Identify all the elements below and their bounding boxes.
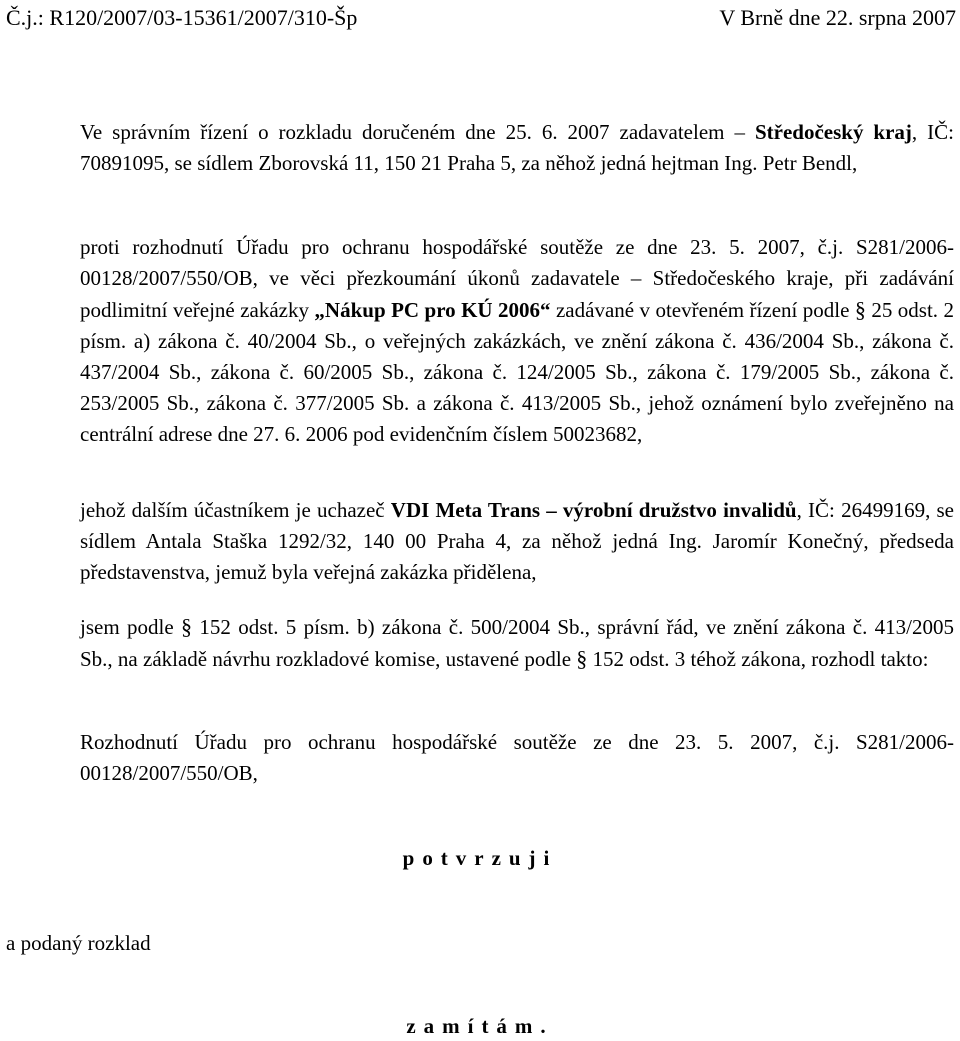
text: 152 odst. 5 písm. b) zákona č. 500/2004 Sb., správní řád, ve znění zákona č. 413/2005 Sb., na základě návrhu rozkladové komise, ustavené podle xyxy=(80,615,954,671)
text: jehož dalším účastníkem je uchazeč xyxy=(80,498,391,522)
paragraph-decision-subject xyxy=(6,232,954,450)
participant-name: VDI Meta Trans – výrobní družstvo invalidů xyxy=(390,498,797,522)
text: , IČ: 70891095, se sídlem Zborovská 11, 150 21 Praha 5, za něhož jedná hejtman Ing. Petr Bendl, xyxy=(80,120,954,175)
text: Rozhodnutí Úřadu pro ochranu hospodářské soutěže ze dne 23. 5. 2007, č.j. S281/2006-00128/2007/550/OB, xyxy=(80,730,954,785)
quote-open: „ xyxy=(314,298,325,322)
section-sign: § xyxy=(576,646,588,671)
paragraph-appellant xyxy=(6,117,954,179)
reference-number: Č.j.: R120/2007/03-15361/2007/310-Šp xyxy=(6,5,358,30)
paragraph-legal-basis xyxy=(6,611,954,675)
text: a podaný rozklad xyxy=(6,931,151,955)
document-header xyxy=(6,5,956,31)
section-sign: § xyxy=(854,297,866,322)
section-sign: § xyxy=(181,614,193,639)
appellant-name: Středočeský kraj xyxy=(754,120,912,144)
text: 25 odst. 2 písm. a) zákona č. 40/2004 Sb., o veřejných zakázkách, ve znění zákona č. 436/2004 Sb., zákona č. 437/2004 Sb., zákona č. 60/2005 Sb., zákona č. 124/2005 Sb., zákona č. 179/2005 Sb., zákona č. 253/2005 Sb., zákona č. 377/2005 Sb. a zákona č. 413/2005 Sb., jehož oznámení bylo zveřejněno na centrální adrese dne 27. 6. 2006 pod evidenčním číslem 50023682, xyxy=(80,298,954,446)
text: 152 odst. 3 téhož zákona, rozhodl takto: xyxy=(587,647,929,671)
text: , IČ: 26499169, se sídlem Antala Staška 1292/32, 140 00 Praha 4, za něhož jedná Ing. Jaromír Konečný, předseda představenstva, jemuž byla veřejná zakázka přidělena, xyxy=(80,498,955,584)
text: proti rozhodnutí Úřadu pro ochranu hospodářské soutěže ze dne 23. 5. 2007, č.j. S281/2006-00128/2007/550/OB, ve věci přezkoumání úkonů zadavatele – Středočeského kraje, při zadávání podlimitní veřejné zakázky xyxy=(80,235,954,322)
paragraph-decision xyxy=(6,727,954,789)
text: jsem podle xyxy=(80,615,182,639)
quote-close: “ xyxy=(540,298,551,322)
document-date: V Brně dne 22. srpna 2007 xyxy=(719,5,956,30)
verdict-confirm: potvrzuji xyxy=(402,846,558,870)
verdict-dismiss: zamítám. xyxy=(406,1014,554,1038)
text: zadávané v otevřeném řízení podle xyxy=(550,298,855,322)
paragraph-participant xyxy=(6,495,954,588)
text: Ve správním řízení o rozkladu doručeném dne 25. 6. 2007 zadavatelem – xyxy=(80,120,755,144)
contract-name: Nákup PC pro KÚ 2006 xyxy=(324,298,541,322)
paragraph-appeal xyxy=(6,928,954,959)
